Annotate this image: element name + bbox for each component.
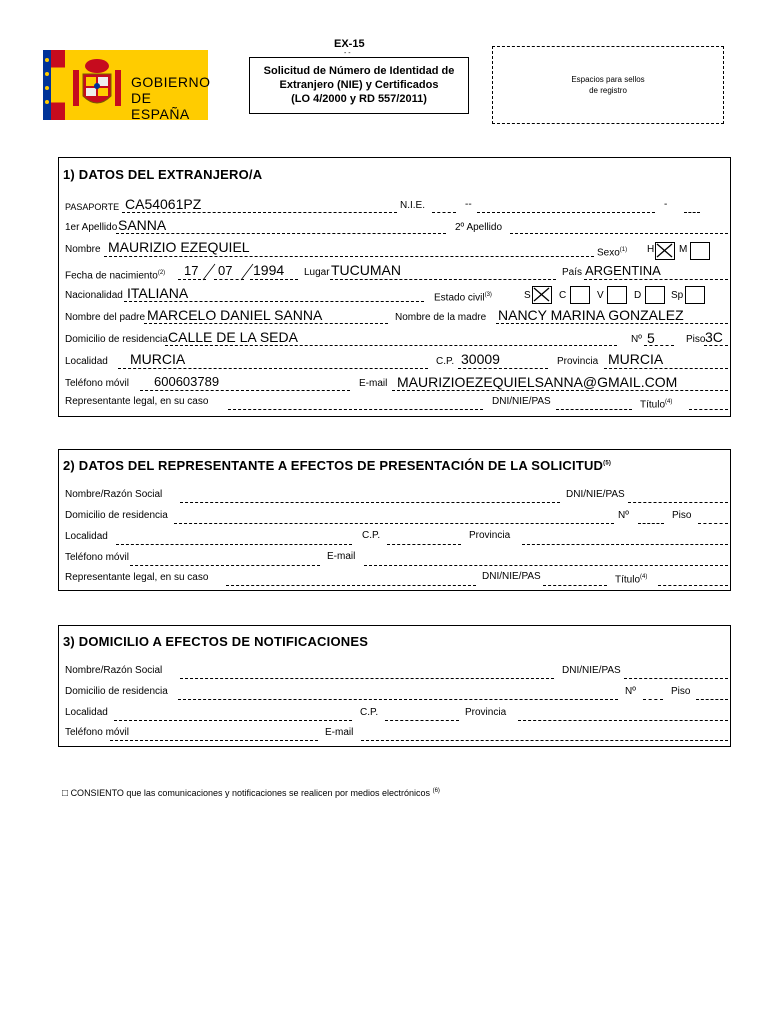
s2-rep-dni-line[interactable] <box>543 585 607 586</box>
s3-domicilio-line[interactable] <box>178 699 618 700</box>
rep-titulo-line[interactable] <box>689 409 728 410</box>
s3-num-line[interactable] <box>643 699 663 700</box>
s3-telefono-label: Teléfono móvil <box>65 727 129 738</box>
cp-line <box>458 368 548 369</box>
madre-value[interactable]: NANCY MARINA GONZALEZ <box>498 307 684 323</box>
s3-piso-label: Piso <box>671 686 691 697</box>
s3-cp-label: C.P. <box>360 707 379 718</box>
s2-provincia-line[interactable] <box>522 544 728 545</box>
pais-value[interactable]: ARGENTINA <box>585 263 661 278</box>
pais-line <box>584 279 728 280</box>
nie-label: N.I.E. <box>400 200 426 211</box>
cp-label: C.P. <box>436 356 455 367</box>
representante-label: Representante legal, en su caso <box>65 396 209 407</box>
provincia-value[interactable]: MURCIA <box>608 351 664 367</box>
apellido1-label: 1er Apellido <box>65 222 118 233</box>
s2-domicilio-label: Domicilio de residencia <box>65 510 168 521</box>
estado-s-label: S <box>524 290 531 301</box>
s2-piso-line[interactable] <box>698 523 728 524</box>
s3-provincia-label: Provincia <box>465 707 507 718</box>
email-label: E-mail <box>359 378 388 389</box>
provincia-label: Provincia <box>557 356 599 367</box>
s2-localidad-line[interactable] <box>116 544 352 545</box>
form-title-box <box>249 57 469 114</box>
nombre-label: Nombre <box>65 244 101 255</box>
estado-v-checkbox[interactable] <box>607 286 627 304</box>
stamp-area <box>492 46 724 124</box>
fecha-anio[interactable]: 1994 <box>253 262 285 278</box>
s2-rep-titulo-label: Título$^{(4)}$ <box>615 574 648 586</box>
s2-num-label: Nº <box>618 510 629 521</box>
rep-titulo-label: Título$^{(4)}$ <box>640 399 673 411</box>
nombre-value[interactable]: MAURIZIO EZEQUIEL <box>108 239 250 255</box>
nie-line2[interactable] <box>477 212 655 213</box>
coat-of-arms-icon <box>69 56 125 114</box>
s2-email-line[interactable] <box>364 565 728 566</box>
form-title-line3: (LO 4/2000 y RD 557/2011) <box>291 93 427 105</box>
estado-v-label: V <box>597 290 604 301</box>
s3-piso-line[interactable] <box>696 699 728 700</box>
estado-sp-label: Sp <box>671 290 684 301</box>
email-value[interactable]: MAURIZIOEZEQUIELSANNA@GMAIL.COM <box>397 374 678 390</box>
padre-line <box>144 323 388 324</box>
padre-value[interactable]: MARCELO DANIEL SANNA <box>147 307 323 323</box>
estado-d-label: D <box>634 290 642 301</box>
lugar-label: Lugar <box>304 267 330 278</box>
s3-dni-line[interactable] <box>624 678 728 679</box>
piso-label: Piso <box>686 334 706 345</box>
s2-piso-label: Piso <box>672 510 692 521</box>
lugar-value[interactable]: TUCUMAN <box>331 262 401 278</box>
sexo-m-checkbox[interactable] <box>690 242 710 260</box>
piso-line <box>704 345 728 346</box>
fecha-label: Fecha de nacimiento$^{(2)}$ <box>65 270 166 282</box>
fecha-anio-line <box>250 279 298 280</box>
sexo-m-label: M <box>679 244 688 255</box>
s2-representante-line[interactable] <box>226 585 476 586</box>
apellido1-value[interactable]: SANNA <box>118 217 167 233</box>
representante-line[interactable] <box>228 409 483 410</box>
s3-domicilio-label: Domicilio de residencia <box>65 686 168 697</box>
section2-title: 2) DATOS DEL REPRESENTANTE A EFECTOS DE PRESENTACIÓN DE LA SOLICITUD$^{(5)}$ <box>63 458 612 473</box>
s3-localidad-line[interactable] <box>114 720 352 721</box>
form-title-line2: Extranjero (NIE) y Certificados <box>279 79 439 91</box>
telefono-value[interactable]: 600603789 <box>154 374 220 389</box>
telefono-line <box>140 390 350 391</box>
s3-nombre-label: Nombre/Razón Social <box>65 665 163 676</box>
form-code: EX-15 <box>334 38 365 50</box>
s2-telefono-line[interactable] <box>130 565 320 566</box>
form-title-line1: Solicitud de Número de Identidad de <box>263 65 455 77</box>
madre-line <box>496 323 728 324</box>
s3-cp-line[interactable] <box>385 720 459 721</box>
spain-flag-strip <box>51 50 65 120</box>
padre-label: Nombre del padre <box>65 312 146 323</box>
consent-row <box>62 785 440 800</box>
s2-provincia-label: Provincia <box>469 530 511 541</box>
madre-label: Nombre de la madre <box>395 312 487 323</box>
pasaporte-label: PASAPORTE <box>65 202 120 212</box>
apellido2-label: 2º Apellido <box>455 222 503 233</box>
pasaporte-value[interactable]: CA54061PZ <box>125 196 202 212</box>
fecha-mes[interactable]: 07 <box>218 263 233 278</box>
num-label: Nº <box>631 334 642 345</box>
s3-num-label: Nº <box>625 686 636 697</box>
s2-dni-label: DNI/NIE/PAS <box>566 489 625 500</box>
nie-sep1: -- <box>465 199 472 210</box>
nie-line3 <box>684 212 700 213</box>
gobierno-logo <box>43 50 211 122</box>
piso-value[interactable]: 3C <box>705 329 723 345</box>
logo-text-line2: DE ESPAÑA <box>131 90 190 122</box>
s3-email-line[interactable] <box>361 740 728 741</box>
s3-dni-label: DNI/NIE/PAS <box>562 665 621 676</box>
nombre-line <box>104 256 594 257</box>
localidad-label: Localidad <box>65 356 108 367</box>
nie-line1 <box>432 212 456 213</box>
estado-d-checkbox[interactable] <box>645 286 665 304</box>
s2-dni-line[interactable] <box>628 502 728 503</box>
estado-s-checkbox[interactable] <box>532 286 552 304</box>
localidad-value[interactable]: MURCIA <box>130 351 186 367</box>
s3-nombre-line[interactable] <box>180 678 554 679</box>
nacionalidad-label: Nacionalidad <box>65 290 123 301</box>
sexo-h-label: H <box>647 244 655 255</box>
nacionalidad-value[interactable]: ITALIANA <box>127 285 189 301</box>
domicilio-value[interactable]: CALLE DE LA SEDA <box>168 329 298 345</box>
logo-text-line1: GOBIERNO <box>131 74 211 90</box>
cp-value[interactable]: 30009 <box>461 351 500 367</box>
telefono-label: Teléfono móvil <box>65 378 129 389</box>
s2-email-label: E-mail <box>327 551 356 562</box>
s2-cp-line[interactable] <box>387 544 461 545</box>
stamp-text-line2: de registro <box>589 86 627 95</box>
provincia-line <box>604 368 728 369</box>
rep-dni-label: DNI/NIE/PAS <box>492 396 551 407</box>
localidad-line <box>118 368 428 369</box>
section3-title: 3) DOMICILIO A EFECTOS DE NOTIFICACIONES <box>63 634 369 649</box>
consent-sup: (6) <box>432 788 440 794</box>
eu-flag-strip <box>43 50 51 120</box>
estado-civil-label: Estado civil$^{(3)}$ <box>434 292 492 304</box>
s2-rep-titulo-line[interactable] <box>658 585 728 586</box>
sexo-label: Sexo$^{(1)}$ <box>597 247 628 259</box>
estado-sp-checkbox[interactable] <box>685 286 705 304</box>
s2-telefono-label: Teléfono móvil <box>65 552 129 563</box>
s3-email-label: E-mail <box>325 727 354 738</box>
stamp-text-line1: Espacios para sellos <box>571 75 645 84</box>
s3-provincia-line[interactable] <box>518 720 728 721</box>
domicilio-line <box>165 345 617 346</box>
consent-text: CONSIENTO que las comunicaciones y notificaciones se realicen por medios electrónicos <box>70 788 431 798</box>
rep-dni-line[interactable] <box>556 409 632 410</box>
email-line <box>392 390 728 391</box>
pais-label: País <box>562 267 583 278</box>
domicilio-label: Domicilio de residencia <box>65 334 168 345</box>
estado-c-checkbox[interactable] <box>570 286 590 304</box>
pasaporte-line <box>122 212 397 213</box>
consent-checkbox[interactable]: □ <box>62 788 69 799</box>
section1-title: 1) DATOS DEL EXTRANJERO/A <box>63 167 263 182</box>
estado-c-label: C <box>559 290 567 301</box>
lugar-line <box>330 279 556 280</box>
s2-representante-label: Representante legal, en su caso <box>65 572 209 583</box>
s2-nombre-line[interactable] <box>180 502 560 503</box>
s3-telefono-line[interactable] <box>110 740 318 741</box>
form-code-sub: - - <box>344 50 351 57</box>
num-line <box>644 345 674 346</box>
s2-rep-dni-label: DNI/NIE/PAS <box>482 571 541 582</box>
apellido2-line[interactable] <box>510 233 728 234</box>
s2-localidad-label: Localidad <box>65 531 108 542</box>
s3-localidad-label: Localidad <box>65 707 108 718</box>
fecha-dia[interactable]: 17 <box>184 263 199 278</box>
num-value[interactable]: 5 <box>647 330 655 346</box>
s2-num-line[interactable] <box>638 523 664 524</box>
nie-sep2: - <box>664 199 668 210</box>
s2-domicilio-line[interactable] <box>174 523 614 524</box>
s2-nombre-label: Nombre/Razón Social <box>65 489 163 500</box>
apellido1-line <box>116 233 446 234</box>
sexo-h-checkbox[interactable] <box>655 242 675 260</box>
s2-cp-label: C.P. <box>362 530 381 541</box>
nacionalidad-line <box>124 301 424 302</box>
